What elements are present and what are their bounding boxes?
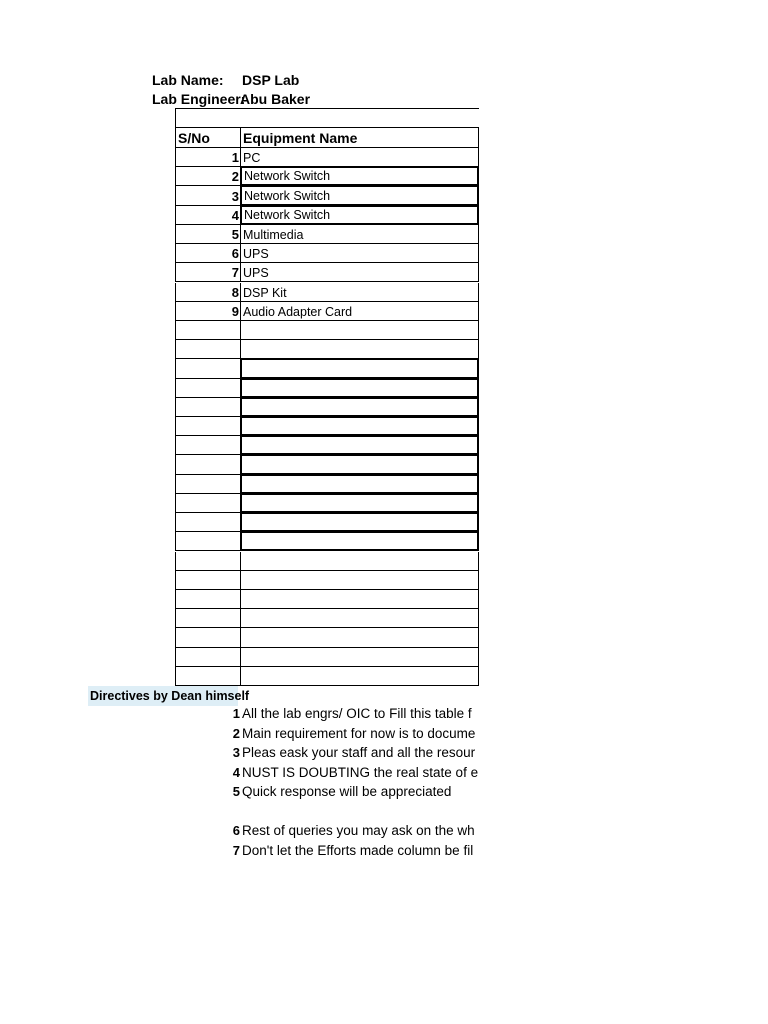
directive-text: Rest of queries you may ask on the wh [242,823,475,838]
table-row [175,225,479,244]
cell-equipment-name [240,494,479,513]
cell-sno: 7 [175,263,241,282]
cell-sno [175,532,241,551]
directive-item [175,784,479,803]
directives-title: Directives by Dean himself [88,686,238,706]
table-row [175,417,479,436]
directive-text: Main requirement for now is to docume [242,726,476,741]
cell-sno: 8 [175,283,241,302]
table-row [175,590,479,609]
table-row [175,321,479,340]
directive-number: 3 [232,745,240,760]
cell-sno: 2 [175,167,241,186]
directive-number: 1 [232,706,240,721]
table-row [175,340,479,359]
cell-equipment-name [240,359,479,378]
directive-number: 6 [232,823,240,838]
header-equipment-name: Equipment Name [240,127,479,148]
table-row [175,552,479,571]
cell-equipment-name [240,455,479,474]
directive-number: 5 [232,784,240,799]
cell-sno [175,340,241,359]
cell-equipment-name: Network Switch [240,206,479,225]
cell-equipment-name: Network Switch [240,186,479,205]
table-row [175,648,479,667]
cell-equipment-name [240,398,479,417]
cell-sno [175,321,241,340]
table-row [175,628,479,647]
cell-sno [175,359,241,378]
cell-equipment-name [240,321,479,340]
table-row [175,571,479,590]
header-sno: S/No [175,127,241,148]
table-row [175,186,479,205]
cell-equipment-name [240,667,479,686]
cell-sno [175,417,241,436]
table-row [175,167,479,186]
directive-number: 2 [232,726,240,741]
cell-sno [175,436,241,455]
table-row [175,283,479,302]
cell-sno: 5 [175,225,241,244]
cell-sno [175,552,241,571]
directive-item [175,823,479,842]
cell-equipment-name: PC [240,148,479,167]
table-header-row [175,127,479,148]
cell-equipment-name [240,628,479,647]
directive-number: 4 [232,765,240,780]
cell-equipment-name [240,532,479,551]
cell-sno [175,513,241,532]
cell-sno [175,455,241,474]
table-row [175,513,479,532]
directive-text: Quick response will be appreciated [242,784,452,799]
directive-number: 7 [232,843,240,858]
directive-text: Pleas eask your staff and all the resour [242,745,476,760]
directive-item [175,706,479,725]
cell-equipment-name [240,552,479,571]
cell-sno: 1 [175,148,241,167]
cell-sno [175,667,241,686]
cell-equipment-name: UPS [240,263,479,282]
table-row [175,609,479,628]
cell-equipment-name [240,475,479,494]
directive-item [175,765,479,784]
cell-equipment-name: DSP Kit [240,283,479,302]
cell-sno: 9 [175,302,241,321]
cell-equipment-name [240,340,479,359]
table-row [175,532,479,551]
cell-equipment-name: UPS [240,244,479,263]
table-row [175,148,479,167]
table-row [175,398,479,417]
lab-engineer-label: Lab Engineer: [152,91,246,107]
cell-equipment-name [240,590,479,609]
cell-equipment-name [240,436,479,455]
cell-equipment-name: Network Switch [240,167,479,186]
cell-sno [175,475,241,494]
cell-sno [175,398,241,417]
cell-sno [175,648,241,667]
cell-sno [175,571,241,590]
cell-equipment-name [240,571,479,590]
table-row [175,244,479,263]
cell-sno [175,609,241,628]
directive-item [175,745,479,764]
table-row [175,359,479,378]
cell-equipment-name [240,513,479,532]
directive-text: All the lab engrs/ OIC to Fill this table f [242,706,472,721]
cell-sno [175,494,241,513]
table-row [175,302,479,321]
table-row [175,206,479,225]
cell-equipment-name [240,609,479,628]
cell-equipment-name: Multimedia [240,225,479,244]
table-row [175,263,479,282]
table-row [175,436,479,455]
lab-name-value: DSP Lab [242,72,300,88]
cell-equipment-name [240,379,479,398]
cell-sno [175,590,241,609]
directive-text: NUST IS DOUBTING the real state of e [242,765,479,780]
lab-engineer-value: Abu Baker [240,91,311,107]
directive-item [175,726,479,745]
cell-sno [175,628,241,647]
cell-sno: 3 [175,186,241,205]
table-row [175,475,479,494]
cell-equipment-name: Audio Adapter Card [240,302,479,321]
cell-equipment-name [240,648,479,667]
lab-name-label: Lab Name: [152,72,224,88]
cell-sno [175,379,241,398]
table-row [175,667,479,686]
table-row [175,455,479,474]
table-row [175,494,479,513]
table-top-spacer [175,108,479,127]
cell-equipment-name [240,417,479,436]
cell-sno: 4 [175,206,241,225]
cell-sno: 6 [175,244,241,263]
directive-text: Don't let the Efforts made column be fil [242,843,474,858]
table-row [175,379,479,398]
directive-item [175,843,479,862]
